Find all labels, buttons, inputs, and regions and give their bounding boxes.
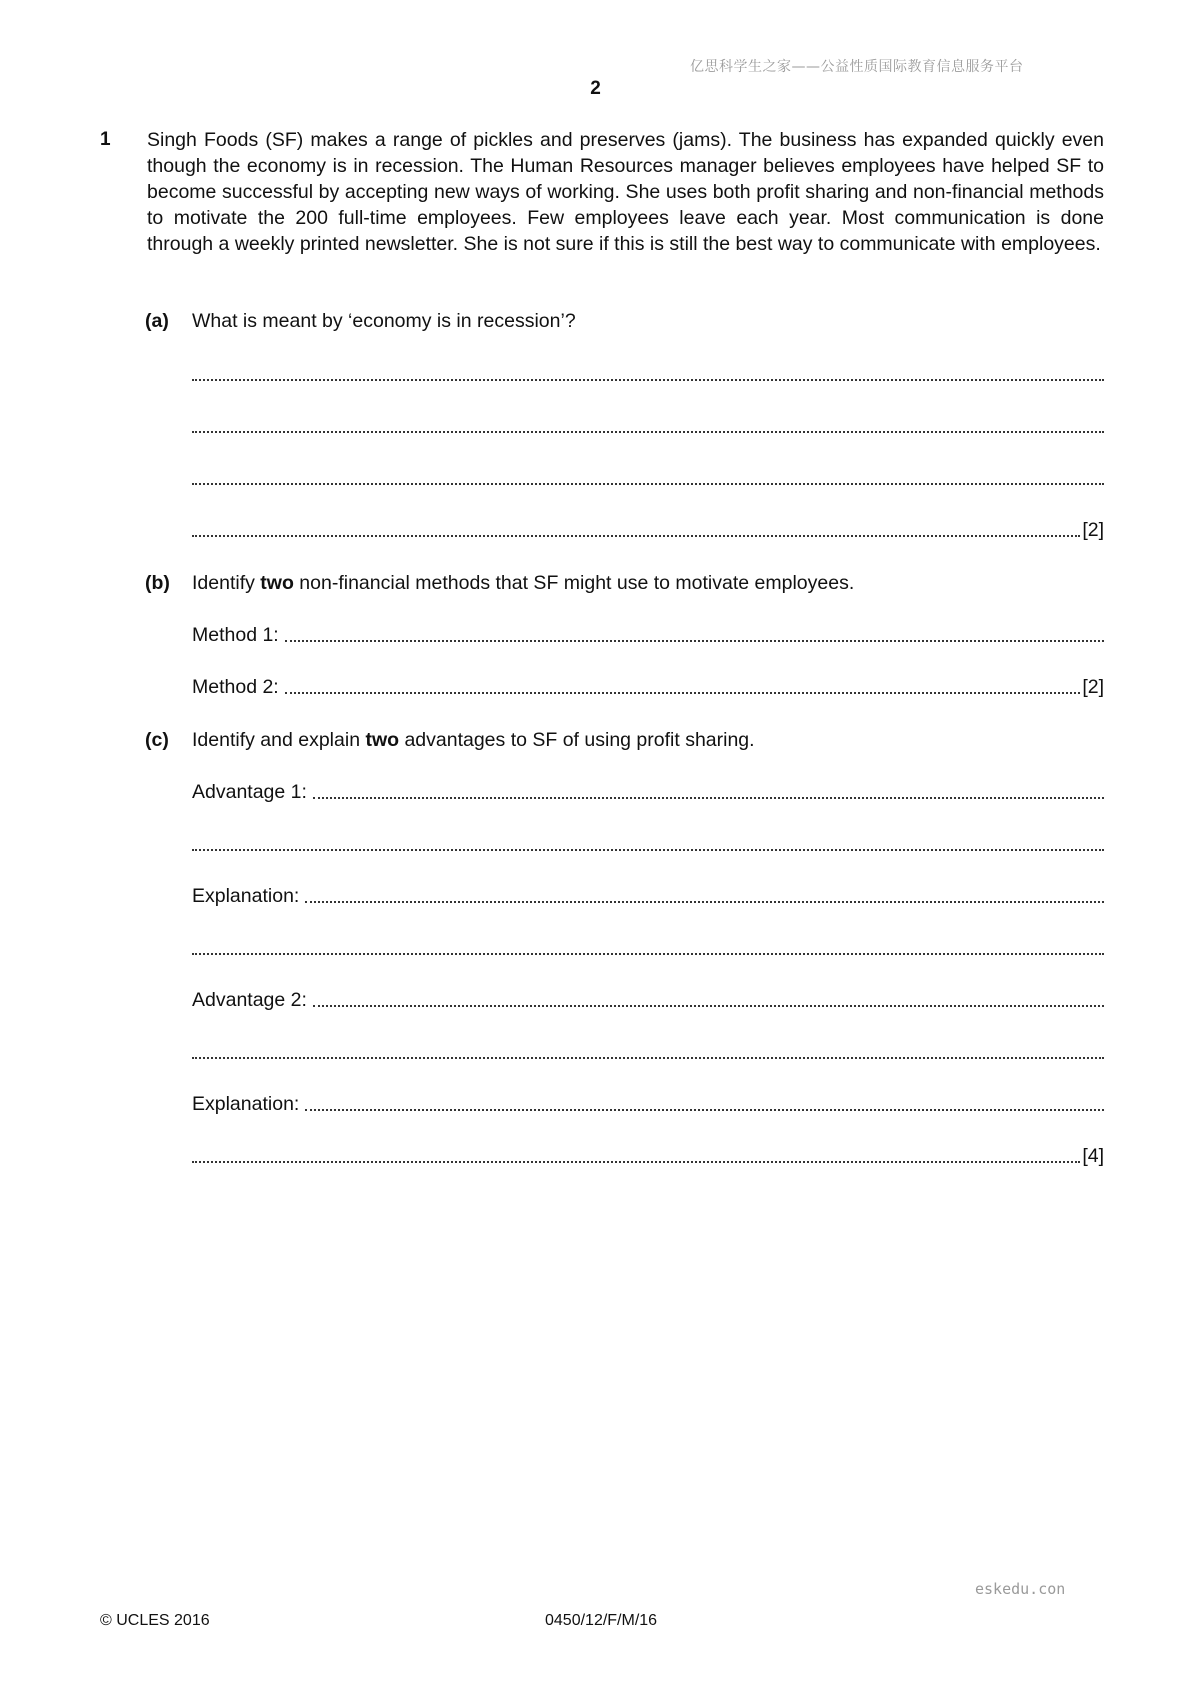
footer-copyright: © UCLES 2016	[100, 1612, 210, 1629]
page-number: 2	[590, 78, 601, 99]
answer-line-a4[interactable]	[192, 519, 1104, 541]
part-b-question: Identify two non-financial methods that SF might use to motivate employees.	[192, 572, 855, 594]
watermark-top: 亿思科学生之家——公益性质国际教育信息服务平台	[690, 59, 1024, 75]
part-a-label: (a)	[145, 310, 169, 332]
part-a-question: What is meant by ‘economy is in recession’?	[192, 310, 576, 332]
advantage-2-label: Advantage 2:	[192, 989, 307, 1011]
part-b-marks: [2]	[1082, 676, 1104, 698]
answer-line-method-1[interactable]	[192, 624, 1104, 646]
answer-line-a1[interactable]	[192, 363, 1104, 385]
footer-code: 0450/12/F/M/16	[545, 1612, 658, 1629]
part-b-label: (b)	[145, 572, 170, 594]
question-stem: Singh Foods (SF) makes a range of pickles and preserves (jams). The business has expanded quickly even though the economy is in recession. The Human Resources manager believes employees have helped SF to become successful by accepting new ways of working. She uses both profit sharing and non-financial methods to motivate the 200 full-time employees. Few employees leave each year. Most communication is done through a weekly printed newsletter. She is not sure if this is still the best way to communicate with employees.	[147, 129, 1104, 255]
part-a-marks: [2]	[1082, 519, 1104, 541]
answer-line-a2[interactable]	[192, 415, 1104, 437]
advantage-1-label: Advantage 1:	[192, 781, 307, 803]
answer-line-advantage-1-cont[interactable]	[192, 833, 1104, 855]
part-c-question: Identify and explain two advantages to SF of using profit sharing.	[192, 729, 755, 751]
answer-line-explanation-1-cont[interactable]	[192, 937, 1104, 959]
method-2-label: Method 2:	[192, 676, 279, 698]
answer-line-method-2[interactable]	[192, 676, 1104, 698]
part-c-marks: [4]	[1082, 1145, 1104, 1167]
explanation-1-label: Explanation:	[192, 885, 300, 907]
answer-line-explanation-1[interactable]	[192, 885, 1104, 907]
answer-line-advantage-2[interactable]	[192, 989, 1104, 1011]
question-number: 1	[100, 129, 111, 150]
answer-line-explanation-2[interactable]	[192, 1093, 1104, 1115]
part-c-label: (c)	[145, 729, 169, 751]
method-1-label: Method 1:	[192, 624, 279, 646]
answer-line-advantage-2-cont[interactable]	[192, 1041, 1104, 1063]
watermark-bottom: eskedu.con	[975, 1580, 1066, 1598]
explanation-2-label: Explanation:	[192, 1093, 300, 1115]
answer-line-explanation-2-cont[interactable]	[192, 1145, 1104, 1167]
answer-line-advantage-1[interactable]	[192, 781, 1104, 803]
answer-line-a3[interactable]	[192, 467, 1104, 489]
